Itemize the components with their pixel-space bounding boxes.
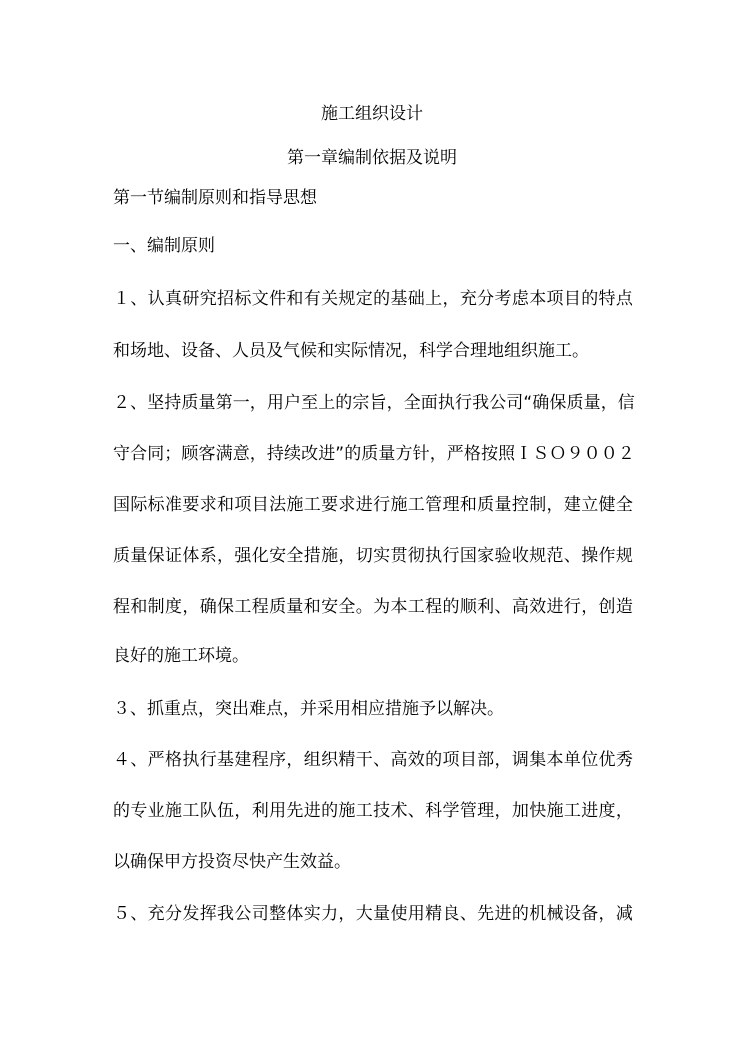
- paragraph-line: 良好的施工环境。: [113, 646, 249, 666]
- subsection-heading: 一、编制原则: [113, 236, 215, 256]
- paragraph-line: ２、坚持质量第一，用户至上的宗旨，全面执行我公司“确保质量，信: [113, 393, 635, 413]
- paragraph-line: 程和制度，确保工程质量和安全。为本工程的顺利、高效进行，创造: [113, 597, 633, 617]
- paragraph-line: 和场地、设备、人员及气候和实际情况，科学合理地组织施工。: [113, 341, 589, 361]
- paragraph-line: ３、抓重点，突出难点，并采用相应措施予以解决。: [113, 699, 504, 719]
- paragraph-line: ５、充分发挥我公司整体实力，大量使用精良、先进的机械设备，减: [113, 904, 633, 924]
- chapter-heading: 第一章编制依据及说明: [287, 148, 457, 168]
- paragraph-line: １、认真研究招标文件和有关规定的基础上，充分考虑本项目的特点: [113, 289, 633, 309]
- paragraph-line: 国际标准要求和项目法施工要求进行施工管理和质量控制，建立健全: [113, 495, 633, 515]
- paragraph-line: 守合同；顾客满意，持续改进”的质量方针，严格按照ＩＳＯ９００２: [113, 444, 635, 464]
- paragraph-line: 以确保甲方投资尽快产生效益。: [113, 852, 351, 872]
- paragraph-line: 的专业施工队伍，利用先进的施工技术、科学管理，加快施工进度，: [113, 801, 633, 821]
- paragraph-line: 质量保证体系，强化安全措施，切实贯彻执行国家验收规范、操作规: [113, 546, 633, 566]
- paragraph-line: ４、严格执行基建程序，组织精干、高效的项目部，调集本单位优秀: [113, 750, 633, 770]
- section-heading: 第一节编制原则和指导思想: [113, 188, 317, 208]
- document-title: 施工组织设计: [321, 104, 423, 124]
